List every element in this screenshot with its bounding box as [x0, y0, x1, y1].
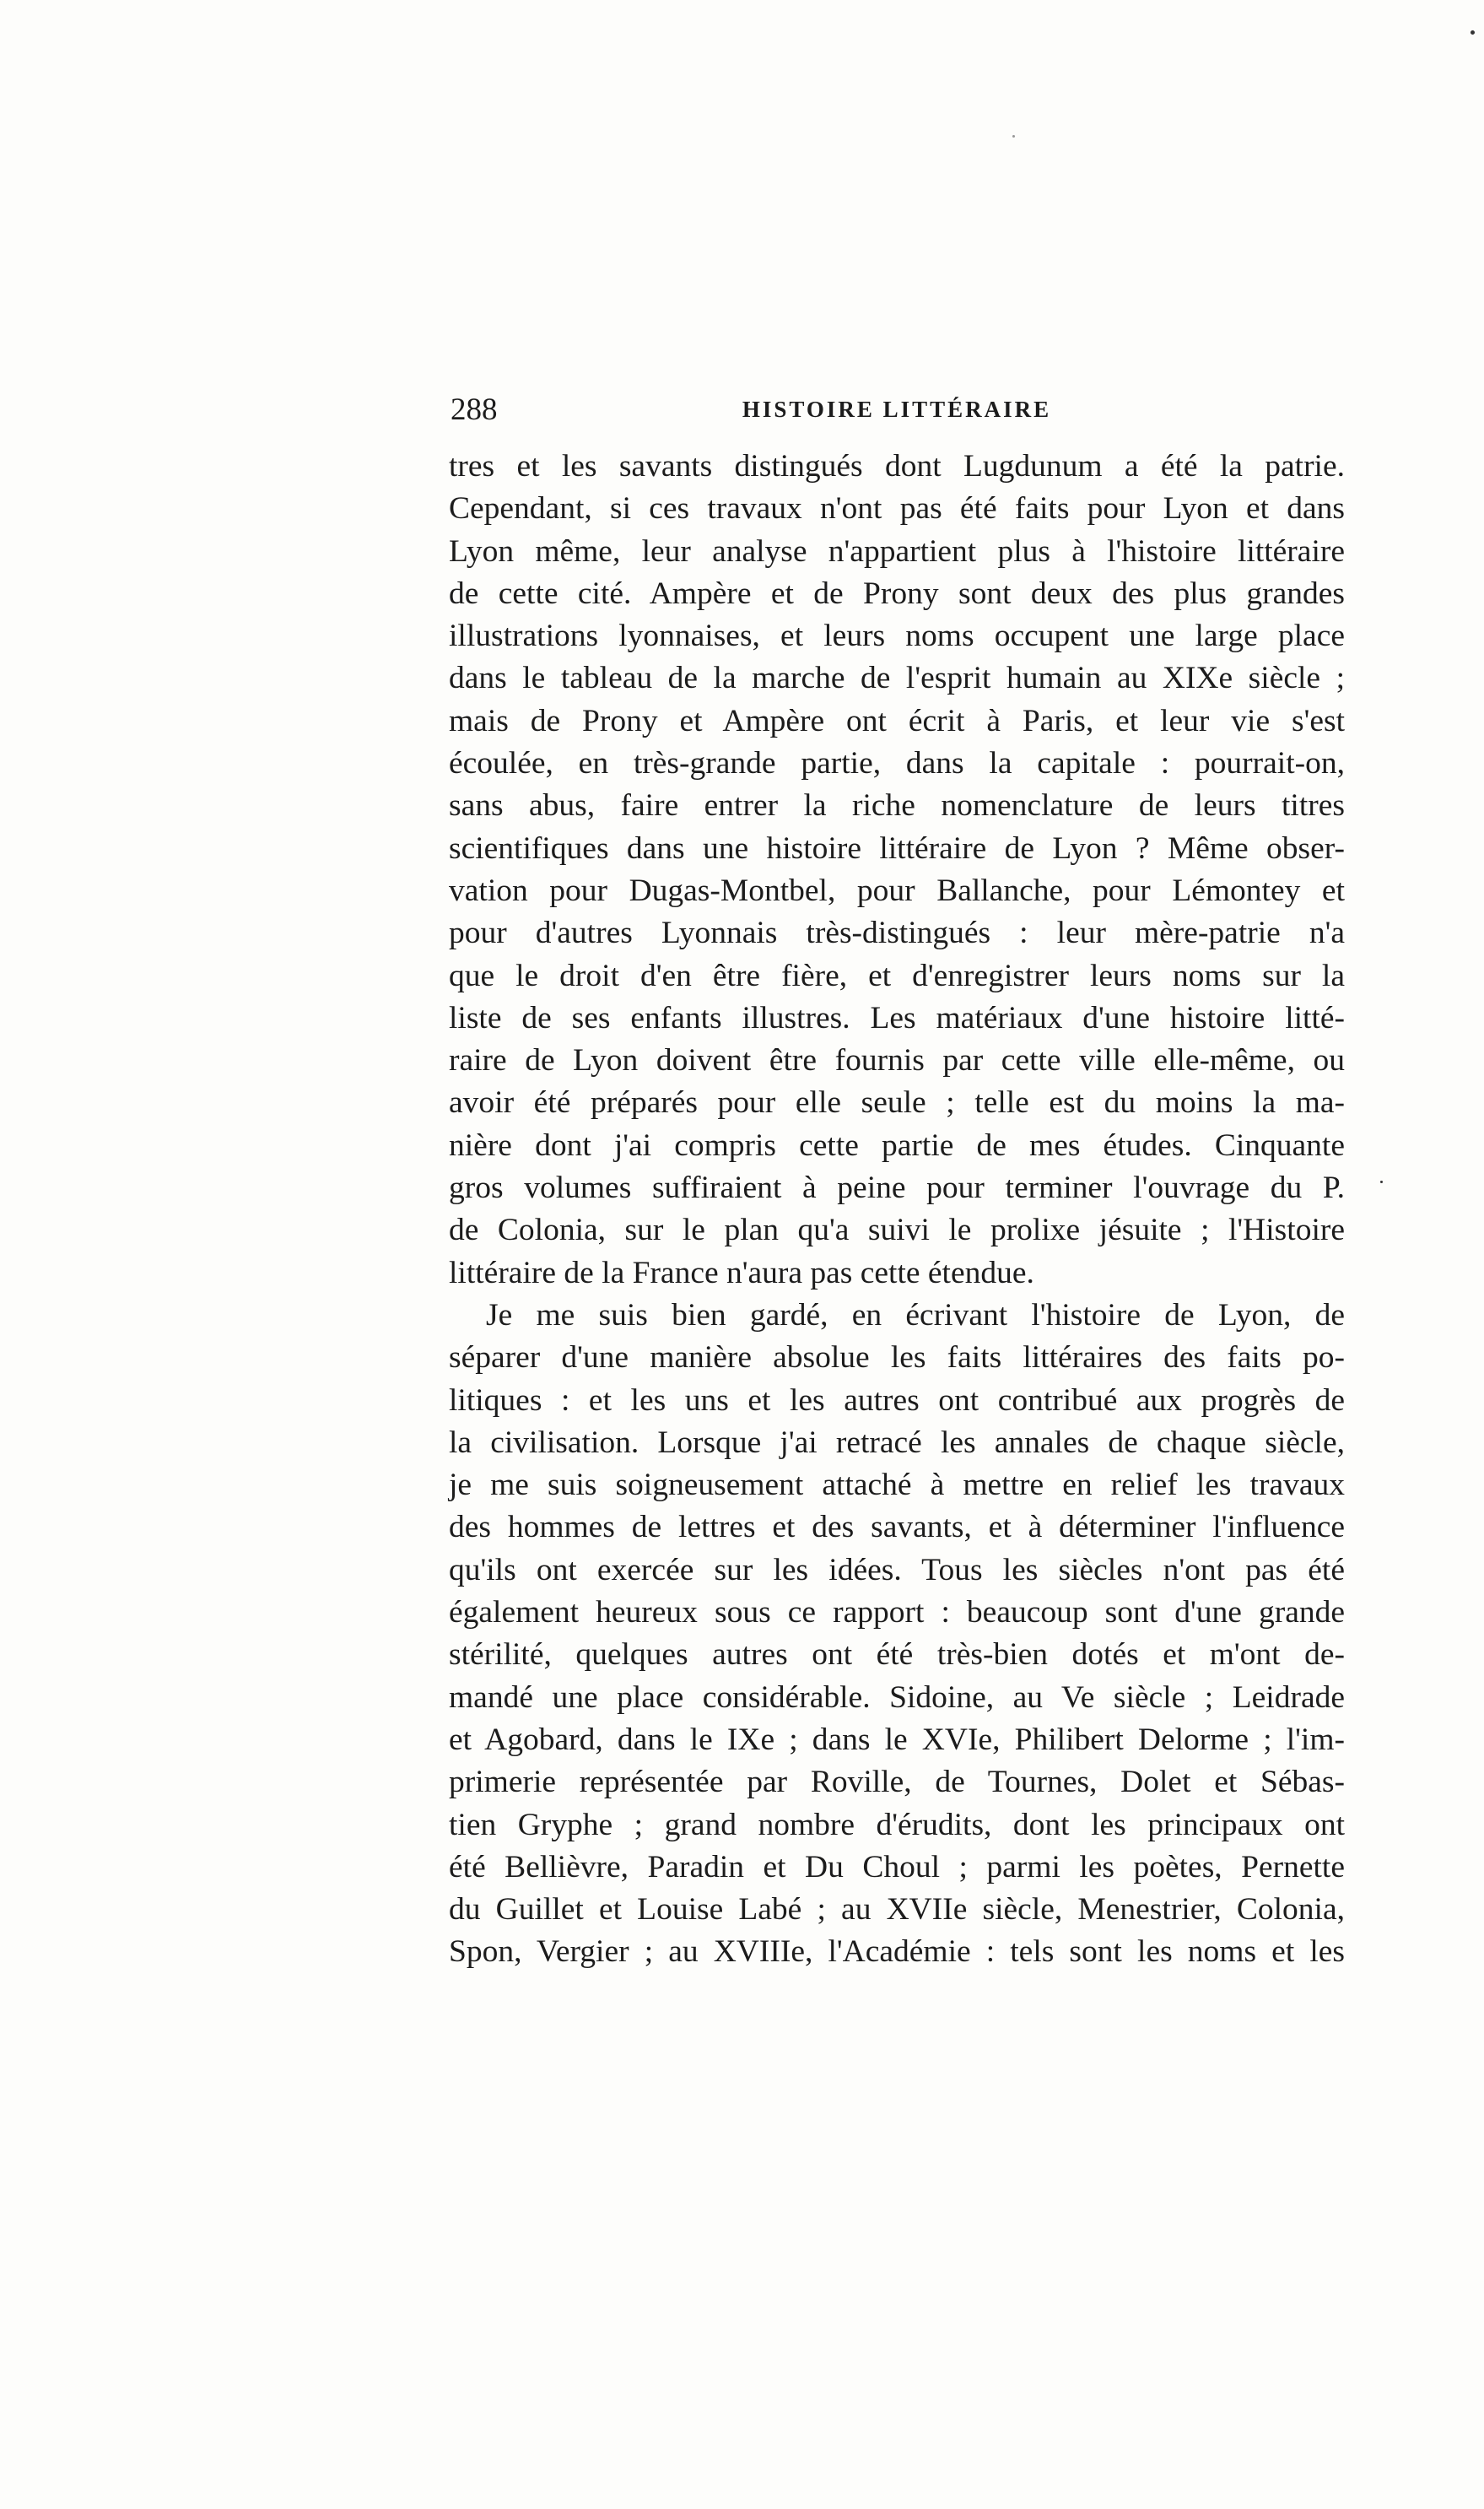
scan-speck	[1471, 30, 1475, 35]
paragraph-last-line: littéraire de la France n'aura pas cette étendue.	[449, 1255, 1034, 1290]
scan-speck	[1012, 135, 1015, 138]
text-line: stérilité, quelques autres ont été très-bien dotés et m'ont de-	[449, 1637, 1345, 1673]
text-line: dans le tableau de la marche de l'esprit humain au XIXe siècle ;	[449, 661, 1345, 696]
running-head	[449, 388, 1345, 439]
text-line: primerie représentée par Roville, de Tournes, Dolet et Sébas-	[449, 1765, 1345, 1800]
text-line: avoir été préparés pour elle seule ; telle est du moins la ma-	[449, 1085, 1345, 1121]
text-line: pour d'autres Lyonnais très-distingués : leur mère-patrie n'a	[449, 916, 1345, 951]
text-line: tres et les savants distingués dont Lugdunum a été la patrie.	[449, 449, 1345, 484]
text-line: de Colonia, sur le plan qu'a suivi le prolixe jésuite ; l'Histoire	[449, 1213, 1345, 1248]
text-line: sans abus, faire entrer la riche nomenclature de leurs titres	[449, 788, 1345, 824]
text-line: Cependant, si ces travaux n'ont pas été faits pour Lyon et dans	[449, 491, 1345, 527]
text-line: mais de Prony et Ampère ont écrit à Paris, et leur vie s'est	[449, 703, 1345, 738]
text-line: Lyon même, leur analyse n'appartient plus à l'histoire littéraire	[449, 533, 1345, 569]
paragraph-first-line: Je me suis bien gardé, en écrivant l'histoire de Lyon, de	[486, 1297, 1345, 1333]
text-line: été Bellièvre, Paradin et Du Choul ; parmi les poètes, Pernette	[449, 1849, 1345, 1884]
text-line: et Agobard, dans le IXe ; dans le XVIe, Philibert Delorme ; l'im-	[449, 1722, 1345, 1757]
text-line: scientifiques dans une histoire littéraire de Lyon ? Même obser-	[449, 830, 1345, 866]
text-line: du Guillet et Louise Labé ; au XVIIe siècle, Menestrier, Colonia,	[449, 1892, 1345, 1928]
text-line: gros volumes suffiraient à peine pour terminer l'ouvrage du P.	[449, 1171, 1345, 1206]
text-line: séparer d'une manière absolue les faits littéraires des faits po-	[449, 1340, 1345, 1376]
text-line: de cette cité. Ampère et de Prony sont deux des plus grandes	[449, 576, 1345, 611]
text-line: la civilisation. Lorsque j'ai retracé les annales de chaque siècle,	[449, 1425, 1345, 1460]
text-line: qu'ils ont exercée sur les idées. Tous les siècles n'ont pas été	[449, 1552, 1345, 1587]
text-line: que le droit d'en être fière, et d'enregistrer leurs noms sur la	[449, 958, 1345, 993]
running-title: HISTOIRE LITTÉRAIRE	[742, 397, 1052, 422]
text-line: litiques : et les uns et les autres ont contribué aux progrès de	[449, 1382, 1345, 1418]
scan-speck	[1380, 1181, 1383, 1183]
text-line: Spon, Vergier ; au XVIIIe, l'Académie : tels sont les noms et les	[449, 1934, 1345, 1970]
book-page	[449, 388, 1345, 1974]
text-line: je me suis soigneusement attaché à mettre en relief les travaux	[449, 1468, 1345, 1503]
text-line: illustrations lyonnaises, et leurs noms occupent une large place	[449, 619, 1345, 654]
page-number: 288	[451, 392, 498, 427]
text-line: écoulée, en très-grande partie, dans la capitale : pourrait-on,	[449, 746, 1345, 781]
text-line: vation pour Dugas-Montbel, pour Ballanche, pour Lémontey et	[449, 873, 1345, 908]
text-line: des hommes de lettres et des savants, et à déterminer l'influence	[449, 1510, 1345, 1545]
body-text	[449, 446, 1345, 1974]
text-line: également heureux sous ce rapport : beaucoup sont d'une grande	[449, 1595, 1345, 1630]
text-line: nière dont j'ai compris cette partie de mes études. Cinquante	[449, 1127, 1345, 1163]
text-line: tien Gryphe ; grand nombre d'érudits, dont les principaux ont	[449, 1807, 1345, 1842]
text-line: liste de ses enfants illustres. Les matériaux d'une histoire litté-	[449, 1000, 1345, 1036]
text-line: raire de Lyon doivent être fournis par cette ville elle-même, ou	[449, 1043, 1345, 1079]
text-line: mandé une place considérable. Sidoine, au Ve siècle ; Leidrade	[449, 1679, 1345, 1715]
